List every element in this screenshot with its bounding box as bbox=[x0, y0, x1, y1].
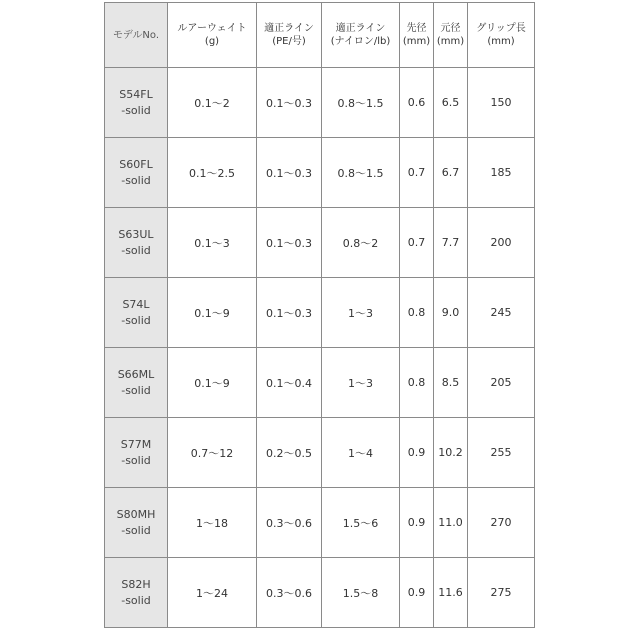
header-lure-weight bbox=[168, 3, 257, 68]
model-name: S80MH bbox=[116, 507, 156, 521]
header-line-pe bbox=[257, 3, 322, 68]
header-line-nylon-line1: 適正ライン bbox=[335, 23, 386, 34]
line-pe-cell: 0.3〜0.6 bbox=[257, 488, 322, 558]
line-nylon-cell: 1〜3 bbox=[322, 278, 400, 348]
butt-diameter-cell: 11.6 bbox=[434, 558, 468, 628]
model-name: S74L bbox=[122, 297, 150, 311]
grip-length-cell: 255 bbox=[468, 418, 535, 488]
line-nylon-cell: 1.5〜8 bbox=[322, 558, 400, 628]
line-nylon-cell: 1〜4 bbox=[322, 418, 400, 488]
line-pe-cell: 0.3〜0.6 bbox=[257, 558, 322, 628]
tip-diameter-cell: 0.6 bbox=[400, 68, 434, 138]
lure-weight-cell: 1〜18 bbox=[168, 488, 257, 558]
table-body bbox=[105, 68, 535, 628]
line-nylon-cell: 0.8〜2 bbox=[322, 208, 400, 278]
grip-length-cell: 205 bbox=[468, 348, 535, 418]
model-name: S60FL bbox=[119, 157, 153, 171]
grip-length-cell: 245 bbox=[468, 278, 535, 348]
tip-diameter-cell: 0.9 bbox=[400, 418, 434, 488]
model-cell bbox=[105, 488, 168, 558]
header-line-pe-line1: 適正ライン bbox=[264, 23, 314, 34]
header-lure-weight-line2: (g) bbox=[204, 36, 220, 47]
tip-diameter-cell: 0.9 bbox=[400, 488, 434, 558]
butt-diameter-cell: 10.2 bbox=[434, 418, 468, 488]
header-butt-diameter-line2: (mm) bbox=[436, 36, 465, 47]
model-suffix: -solid bbox=[121, 523, 151, 537]
tip-diameter-cell: 0.7 bbox=[400, 138, 434, 208]
grip-length-cell: 150 bbox=[468, 68, 535, 138]
tip-diameter-cell: 0.9 bbox=[400, 558, 434, 628]
lure-weight-cell: 0.1〜3 bbox=[168, 208, 257, 278]
table-row bbox=[105, 138, 535, 208]
butt-diameter-cell: 6.5 bbox=[434, 68, 468, 138]
lure-weight-cell: 0.1〜2 bbox=[168, 68, 257, 138]
model-suffix: -solid bbox=[121, 453, 151, 467]
line-pe-cell: 0.1〜0.4 bbox=[257, 348, 322, 418]
grip-length-cell: 200 bbox=[468, 208, 535, 278]
table-row bbox=[105, 418, 535, 488]
table-header bbox=[105, 3, 535, 68]
model-suffix: -solid bbox=[121, 313, 151, 327]
butt-diameter-cell: 7.7 bbox=[434, 208, 468, 278]
model-cell bbox=[105, 208, 168, 278]
table-row bbox=[105, 68, 535, 138]
model-suffix: -solid bbox=[121, 173, 151, 187]
model-cell bbox=[105, 418, 168, 488]
header-line-pe-line2: (PE/号) bbox=[272, 36, 306, 47]
line-pe-cell: 0.1〜0.3 bbox=[257, 208, 322, 278]
table-row bbox=[105, 348, 535, 418]
header-grip-length-line1: グリップ長 bbox=[476, 23, 526, 34]
grip-length-cell: 275 bbox=[468, 558, 535, 628]
line-pe-cell: 0.2〜0.5 bbox=[257, 418, 322, 488]
line-nylon-cell: 1.5〜6 bbox=[322, 488, 400, 558]
lure-weight-cell: 0.1〜2.5 bbox=[168, 138, 257, 208]
header-grip-length-line2: (mm) bbox=[487, 36, 515, 47]
model-suffix: -solid bbox=[121, 593, 151, 607]
model-cell bbox=[105, 278, 168, 348]
grip-length-cell: 270 bbox=[468, 488, 535, 558]
header-grip-length bbox=[468, 3, 535, 68]
model-name: S63UL bbox=[118, 227, 154, 241]
grip-length-cell: 185 bbox=[468, 138, 535, 208]
model-name: S82H bbox=[121, 577, 151, 591]
lure-weight-cell: 0.7〜12 bbox=[168, 418, 257, 488]
tip-diameter-cell: 0.8 bbox=[400, 278, 434, 348]
header-model-line1: モデルNo. bbox=[112, 29, 160, 41]
spec-table bbox=[104, 2, 535, 628]
line-nylon-cell: 0.8〜1.5 bbox=[322, 68, 400, 138]
model-name: S66ML bbox=[117, 367, 155, 381]
model-cell bbox=[105, 68, 168, 138]
butt-diameter-cell: 8.5 bbox=[434, 348, 468, 418]
header-tip-diameter-line2: (mm) bbox=[402, 36, 431, 47]
header-model bbox=[105, 3, 168, 68]
header-line-nylon bbox=[322, 3, 400, 68]
line-nylon-cell: 0.8〜1.5 bbox=[322, 138, 400, 208]
header-tip-diameter-line1: 先径 bbox=[406, 23, 427, 34]
model-suffix: -solid bbox=[121, 383, 151, 397]
line-nylon-cell: 1〜3 bbox=[322, 348, 400, 418]
line-pe-cell: 0.1〜0.3 bbox=[257, 138, 322, 208]
tip-diameter-cell: 0.8 bbox=[400, 348, 434, 418]
table-row bbox=[105, 278, 535, 348]
header-row bbox=[105, 3, 535, 68]
table-row bbox=[105, 208, 535, 278]
model-cell bbox=[105, 138, 168, 208]
header-lure-weight-line1: ルアーウェイト bbox=[177, 23, 247, 34]
model-cell bbox=[105, 558, 168, 628]
header-butt-diameter bbox=[434, 3, 468, 68]
line-pe-cell: 0.1〜0.3 bbox=[257, 68, 322, 138]
model-suffix: -solid bbox=[121, 103, 151, 117]
header-tip-diameter bbox=[400, 3, 434, 68]
table-row bbox=[105, 488, 535, 558]
lure-weight-cell: 0.1〜9 bbox=[168, 348, 257, 418]
model-name: S54FL bbox=[119, 87, 153, 101]
header-line-nylon-line2: (ナイロン/lb) bbox=[330, 36, 391, 47]
lure-weight-cell: 0.1〜9 bbox=[168, 278, 257, 348]
table-row bbox=[105, 558, 535, 628]
line-pe-cell: 0.1〜0.3 bbox=[257, 278, 322, 348]
butt-diameter-cell: 9.0 bbox=[434, 278, 468, 348]
model-suffix: -solid bbox=[121, 243, 151, 257]
butt-diameter-cell: 6.7 bbox=[434, 138, 468, 208]
butt-diameter-cell: 11.0 bbox=[434, 488, 468, 558]
model-name: S77M bbox=[120, 437, 152, 451]
model-cell bbox=[105, 348, 168, 418]
tip-diameter-cell: 0.7 bbox=[400, 208, 434, 278]
lure-weight-cell: 1〜24 bbox=[168, 558, 257, 628]
header-butt-diameter-line1: 元径 bbox=[440, 23, 461, 34]
